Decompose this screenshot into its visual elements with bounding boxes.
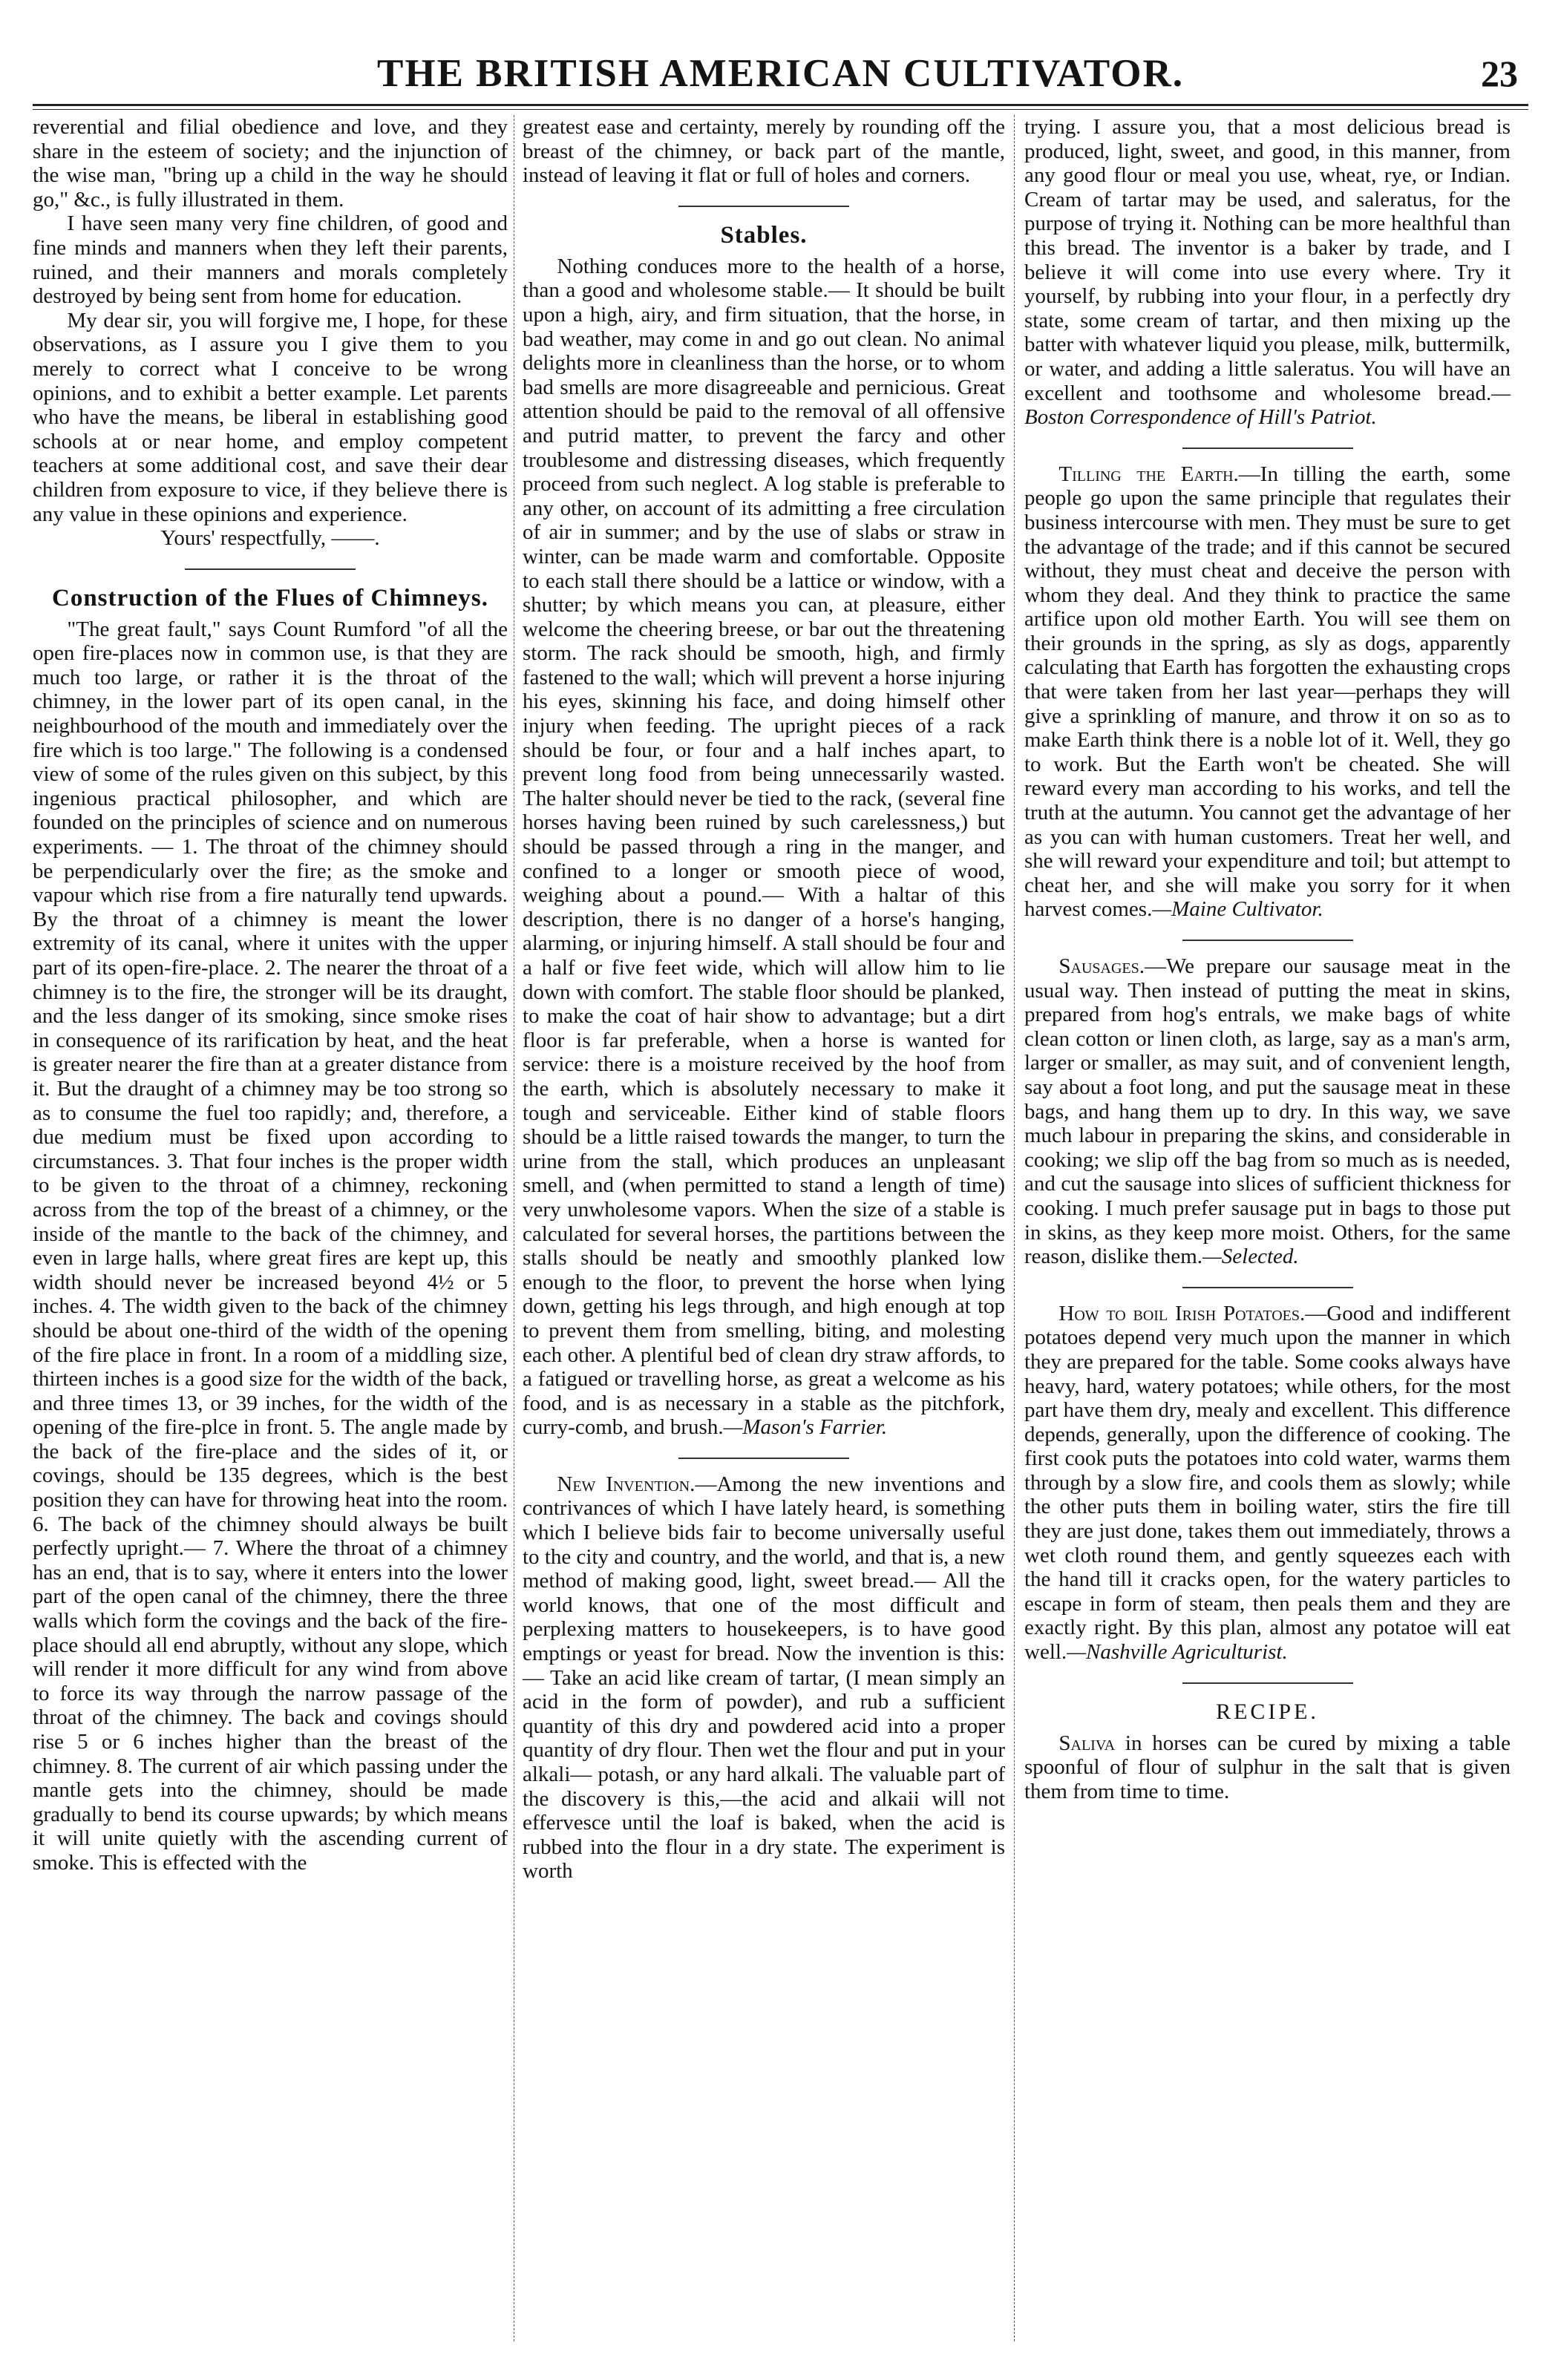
article-heading-recipe: RECIPE. — [1216, 1699, 1319, 1724]
article-body-invention — [523, 1472, 1005, 1884]
article-body-potatoes — [1024, 1302, 1511, 1665]
paragraph: reverential and filial obedience and love, and they share in the esteem of society; and the injunction of the wise man, "bring up a child in the way he should go," &c., is fully illustrated in them. — [33, 115, 508, 212]
article-separator — [1182, 940, 1353, 941]
article-source: —Boston Correspondence of Hill's Patriot. — [1024, 381, 1511, 430]
potatoes-text: —Good and indifferent potatoes depend very much upon the manner in which they are prepared for the table. Some cooks always have heavy, hard, watery potatoes; while others, for the most part have them dry, mealy and excellent. This difference depends, generally, upon the difference of cooking. The first cook puts the potatoes into cold water, warms them through by a slow fire, and cools them as slowly; while the other puts them in boiling water, stirs the fire till they are just done, takes them out immediately, throws a wet cloth round them, and gently squeezes each with the hand till it cracks open, for the watery particles to escape in form of steam, then peals them and they are exactly right. By this plan, almost any potatoe will eat well. — [1024, 1301, 1511, 1665]
article-separator — [1182, 1287, 1353, 1288]
column-divider — [1014, 115, 1015, 2341]
article-source: —Maine Cultivator. — [1152, 897, 1323, 922]
article-body-flues: "The great fault," says Count Rumford "of all the open fire-places now in common use, is that they are much too large, or rather it is the throat of the chimney, in the lower part of its open canal, in the neighbourhood of the mouth and immediately over the fire which is too large." The following is a condensed view of some of the rules given on this subject, by this ingenious practical philosopher, and which are founded on the principles of science and on numerous experiments. — 1. The throat of the chimney should be perpendicularly over the fire; as the smoke and vapour which rise from a fire naturally tend upwards. By the throat of a chimney is meant the lower extremity of its canal, where it unites with the upper part of its open-fire-place. 2. The nearer the throat of a chimney is to the fire, the stronger will be its draught, and the less danger of its smoking, since smoke rises in consequence of its rarification by heat, and the heat is greater nearer the fire than at a greater distance from it. But the draught of a chimney may be too strong so as to consume the fuel too rapidly; and, therefore, a due medium must be fixed upon according to circumstances. 3. That four inches is the proper width to be given to the throat of a chimney, reckoning across from the top of the breast of a chimney, or the inside of the mantle to the back of the chimney, and even in large halls, where great fires are kept up, this width should never be increased beyond 4½ or 5 inches. 4. The width given to the back of the chimney should be about one-third of the width of the opening of the fire place in front. In a room of a middling size, thirteen inches is a good size for the width of the back, and three times 13, or 39 inches, for the width of the opening of the fire-plce in front. 5. The angle made by the back of the fire-place and the sides of it, or covings, should be 135 degrees, which is the best position they can have for throwing heat into the room. 6. The back of the chimney should always be built perfectly upright.— 7. Where the throat of a chimney has an end, that is to say, where it enters into the lower part of the open canal of the chimney, there the three walls which form the covings and the back of the fire-place should all end abruptly, without any slope, which will render it more difficult for any wind from above to force its way through the narrow passage of the throat of the chimney. The back and covings should rise 5 or 6 inches higher than the breast of the chimney. 8. The current of air which passing under the mantle gets into the chimney, should be made gradually to bend its course upwards; by which means it will unite quietly with the ascending current of smoke. This is effected with the — [33, 617, 508, 1875]
page-title: THE BRITISH AMERICAN CULTIVATOR. — [377, 52, 1184, 95]
stables-text: Nothing conduces more to the health of a horse, than a good and wholesome stable.— It should be built upon a high, airy, and firm situation, that the horse, in bad weather, may come in and go out clean. No animal delights more in cleanliness than the horse, or to whom bad smells are more disagreeable and pernicious. Great attention should be paid to the removal of all offensive and putrid matter, to prevent the farcy and other troublesome and distressing diseases, which frequently proceed from such neglect. A log stable is preferable to any other, on account of its admitting a free circulation of air in summer; and by the use of slabs or straw in winter, can be made warm and comfortable. Opposite to each stall there should be a lattice or window, with a shutter; by which means you can, at pleasure, either welcome the cheering breese, or bar out the threatening storm. The rack should be smooth, high, and firmly fastened to the wall; which will prevent a horse injuring his eyes, skinning his face, and doing himself other injury when feeding. The upright pieces of a rack should be four, or four and a half inches apart, to prevent long food from being unnecessarily wasted. The halter should never be tied to the rack, (several fine horses having been ruined by such carelessness,) but should be passed through a ring in the manger, and confined to a longer or smooth piece of wood, weighing about a pound.— With a haltar of this description, there is no danger of a horse's hanging, alarming, or injuring himself. A stall should be four and a half or five feet wide, which will allow him to lie down with comfort. The stable floor should be planked, to make the coat of hair show to advantage; but a dirt floor is far preferable, when a horse is wanted for service: there is a moisture received by the hoof from the earth, which is absolutely necessary to make it tough and serviceable. Either kind of stable floors should be a little raised towards the manger, to turn the urine from the stall, which produces an unpleasant smell, and (when permitted to stand a length of time) very unwholesome vapors. When the size of a stable is calculated for several horses, the partitions between the stalls should be neatly and smoothly planked low enough to the floor, to prevent the horse when lying down, getting his legs through, and high enough at top to prevent them from smelling, biting, and molesting each other. A plentiful bed of clean dry straw affords, to a fatigued or travelling horse, as great a welcome as his food, and is as necessary in a stable as the pitchfork, curry-comb, and brush. — [523, 254, 1005, 1440]
invention-continued: trying. I assure you, that a most delicious bread is produced, light, sweet, and good, in this manner, from any good flour or meal you use, wheat, rye, or Indian. Cream of tartar may be used, and saleratus, for the purpose of trying it. Nothing can be more healthful than this bread. The inventor is a baker by trade, and I believe it will come into use every where. Try it yourself, by rubbing into your flour, in a perfectly dry state, some cream of tartar, and then mixing up the batter with whatever liquid you please, milk, buttermilk, or water, and adding a little saleratus. You will have an excellent and toothsome and wholesome bread. — [1024, 115, 1511, 405]
article-heading-stables: Stables. — [720, 221, 808, 249]
sausages-text: —We prepare our sausage meat in the usual way. Then instead of putting the meat in skins, prepared from hog's entrals, we make bags of white clean cotton or linen cloth, as large, say as a man's arm, larger or smaller, as may suit, and of convenient length, say about a foot long, and put the sausage meat in these bags, and hang them up to dry. In this way, we save much labour in preparing the skins, and considerable in cooking; we slip off the bag from so much as is needed, and cut the sausage into slices of sufficient thickness for cooking. I much prefer sausage put in bags to those put in skins, as they keep more moist. Others, for the same reason, dislike them. — [1024, 954, 1511, 1269]
paragraph: My dear sir, you will forgive me, I hope, for these observations, as I assure you I give them to you merely to correct what I conceive to be wrong opinions, and to exhibit a better example. Let parents who have the means, be liberal in establishing good schools at or near home, and employ competent teachers at some additional cost, and save their dear children from exposure to vice, if they believe there is any value in these opinions and experience. — [33, 308, 508, 526]
article-body-tilling — [1024, 462, 1511, 922]
article-lead: Tilling the Earth. — [1058, 462, 1239, 486]
article-lead: How to boil Irish Potatoes. — [1058, 1301, 1306, 1325]
article-separator — [1182, 448, 1353, 449]
tilling-text: —In tilling the earth, some people go upon the same principle that regulates their business intercourse with men. They must be sure to get the advantage of the trade; and if this cannot be secured without, they must cheat and deceive the person with whom they deal. And they think to practice the same artifice upon old mother Earth. You will see them on their grounds in the spring, as sly as dogs, apparently calculating that Earth has forgotten the exhausting crops that were taken from her last year—perhaps they will give a sprinkling of manure, and throw it on so as to make Earth think there is a noble lot of it. Well, they go to work. But the Earth won't be cheated. She will reward every man according to his works, and tell the truth at the autumn. You cannot get the advantage of her as you can with human customers. Treat her well, and she will reward your expenditure and toil; but attempt to cheat her, and she will make you sorry for it when harvest comes. — [1024, 462, 1511, 922]
column-2 — [523, 115, 1005, 1884]
article-heading-flues: Construction of the Flues of Chimneys. — [52, 584, 488, 612]
masthead — [33, 45, 1528, 102]
signoff: Yours' respectfully, ——. — [160, 526, 380, 551]
article-lead: Saliva — [1058, 1731, 1116, 1755]
article-body-recipe — [1024, 1731, 1511, 1804]
paragraph: I have seen many very fine children, of good and fine minds and manners when they left their parents, ruined, and their manners and morals completely destroyed by being sent from home for education. — [33, 212, 508, 309]
paragraph: greatest ease and certainty, merely by rounding off the breast of the chimney, or back part of the mantle, instead of leaving it flat or full of holes and corners. — [523, 115, 1005, 188]
article-body-sausages — [1024, 954, 1511, 1269]
page-number: 23 — [1481, 53, 1518, 94]
article-body-stables — [523, 255, 1005, 1440]
article-source: —Nashville Agriculturist. — [1067, 1640, 1288, 1665]
article-source: —Mason's Farrier. — [723, 1415, 888, 1440]
invention-text: —Among the new inventions and contrivances of which I have lately heard, is something which I believe bids fair to become universally useful to the city and country, and the world, and that is, a new method of making good, light, sweet bread.— All the world knows, that one of the most difficult and perplexing matters to housekeepers, is to have good emptings or yeast for bread. Now the invention is this:— Take an acid like cream of tartar, (I mean simply an acid in the form of powder), and rub a sufficient quantity of this dry and powdered acid into a proper quantity of dry flour. Then wet the flour and put in your alkali— potash, or any hard alkali. The valuable part of the discovery is this,—the acid and alkaii will not effervesce until the loaf is baked, when the acid is rubbed into the flour in a dry state. The experiment is worth — [523, 1472, 1005, 1884]
recipe-text: in horses can be cured by mixing a table spoonful of flour of sulphur in the salt that is given them from time to time. — [1024, 1731, 1511, 1803]
article-separator — [678, 1458, 849, 1459]
header-rule-thin — [33, 109, 1528, 110]
header-rule — [33, 104, 1528, 106]
column-3 — [1024, 115, 1511, 1803]
article-lead: Sausages. — [1058, 954, 1145, 978]
article-source: —Selected. — [1202, 1245, 1299, 1269]
article-separator — [678, 206, 849, 207]
article-lead: New Invention. — [557, 1472, 696, 1496]
paragraph — [1024, 115, 1511, 430]
article-separator — [1182, 1682, 1353, 1684]
article-separator — [185, 568, 356, 570]
column-1 — [33, 115, 508, 1875]
